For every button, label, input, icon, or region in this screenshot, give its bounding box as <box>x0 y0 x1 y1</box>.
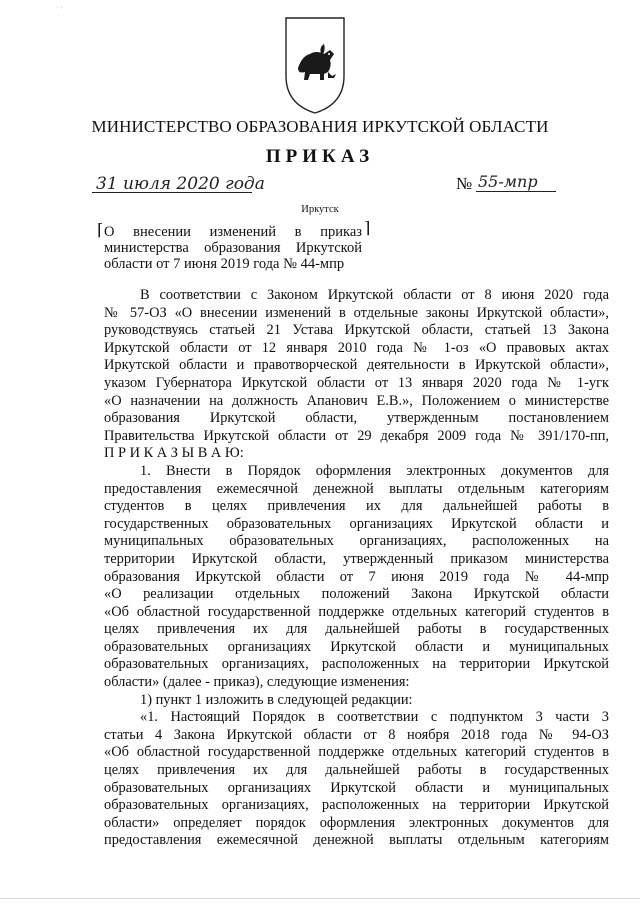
coat-of-arms-icon <box>280 14 350 116</box>
body-line: образовательных организациях Иркутской области и муниципальных <box>104 779 609 796</box>
body-line-order: П Р И К А З Ы В А Ю: <box>104 445 244 462</box>
body-line: Иркутской области и правотворческой деятельности в Иркутской области», <box>104 357 609 374</box>
subject-bracket-right: ⌉ <box>364 220 371 237</box>
body-line: образовательных организациях Иркутской области и муниципальных <box>104 638 609 655</box>
body-line: студентов в целях привлечения их для дальнейшей работы в <box>104 498 609 515</box>
body-line: указом Губернатора Иркутской области от 13 января 2020 года № 1-угк <box>104 374 609 391</box>
body-line: предоставления ежемесячной денежной выплаты отдельным категориям <box>104 480 609 497</box>
body-line: «О реализации отдельных положений Закона Иркутской области <box>104 586 609 603</box>
subject-bracket-left: ⌈ <box>97 222 104 239</box>
body-line: территории Иркутской области, утвержденный приказом министерства <box>104 550 609 567</box>
city-label: Иркутск <box>301 204 339 215</box>
document-type-title: ПРИКАЗ <box>265 146 375 167</box>
body-line: «1. Настоящий Порядок в соответствии с подпунктом 3 части 3 <box>140 709 609 726</box>
body-line: «Об областной государственной поддержке отдельных категорий студентов в <box>104 603 609 620</box>
body-line: образовательных организациях, расположенных на территории Иркутской <box>104 797 609 814</box>
body-line: В соответствии с Законом Иркутской области от 8 июня 2020 года <box>140 287 609 303</box>
body-line: Иркутской области от 12 января 2010 года № 1-оз «О правовых актах <box>104 339 609 356</box>
body-line: целях привлечения их для дальнейшей работы в государственных <box>104 621 609 638</box>
body-line: «О назначении на должность Апанович Е.В.», Положением о министерстве <box>104 392 609 409</box>
body-line: руководствуясь статьей 21 Устава Иркутской области, статьей 13 Закона <box>104 322 609 339</box>
body-line: № 57-ОЗ «О внесении изменений в отдельные законы Иркутской области», <box>104 304 609 321</box>
body-line: государственных образовательных организациях Иркутской области и <box>104 515 609 532</box>
body-line: Правительства Иркутской области от 29 декабря 2009 года № 391/170-пп, <box>104 427 609 444</box>
body-line: образовательных организациях, расположенных на территории Иркутской <box>104 656 609 673</box>
document-body <box>104 287 609 850</box>
body-line: области» (далее - приказ), следующие изменения: <box>104 674 410 691</box>
date-underline <box>92 192 252 193</box>
number-underline <box>476 191 556 192</box>
ministry-title: МИНИСТЕРСТВО ОБРАЗОВАНИЯ ИРКУТСКОЙ ОБЛАСТИ <box>91 117 549 136</box>
body-line: целях привлечения их для дальнейшей работы в государственных <box>104 762 609 779</box>
body-line: статьи 4 Закона Иркутской области от 8 ноября 2018 года № 94-ОЗ <box>104 726 609 743</box>
body-line: области» определяет порядок оформления электронных документов для <box>104 814 609 831</box>
body-line: образования Иркутской области, утвержденным постановлением <box>104 410 609 427</box>
body-line: предоставления ежемесячной денежной выплаты отдельным категориям <box>104 832 609 849</box>
body-line: муниципальных образовательных организациях, расположенных на <box>104 533 609 550</box>
document-subject: О внесении изменений в приказ министерства образования Иркутской области от 7 июня 2019 года № 44-мпр <box>104 224 362 272</box>
body-line: образования Иркутской области от 7 июня 2019 года № 44-мпр <box>104 568 609 585</box>
number-sign: № <box>456 174 473 193</box>
handwritten-date: 31 июля 2020 года <box>96 174 265 194</box>
page-bottom-edge <box>0 898 640 899</box>
handwritten-number: 55-мпр <box>478 172 538 191</box>
body-line: 1. Внести в Порядок оформления электронных документов для <box>140 462 609 479</box>
scan-specks: ˙ ˙ ˙ <box>56 6 63 22</box>
body-line: «Об областной государственной поддержке отдельных категорий студентов в <box>104 744 609 761</box>
body-line: 1) пункт 1 изложить в следующей редакции: <box>140 691 413 708</box>
